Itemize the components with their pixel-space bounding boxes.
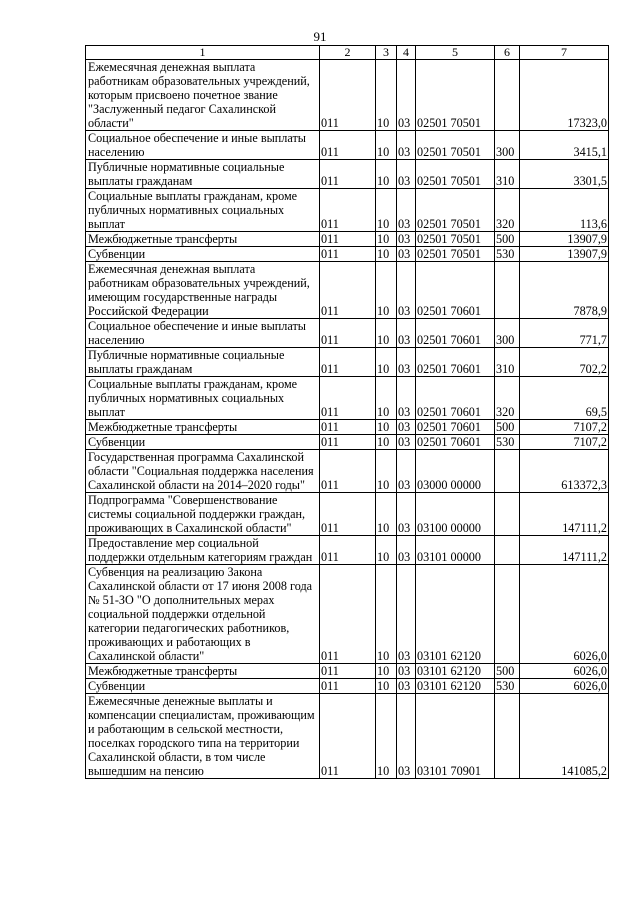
target-article-cell: 02501 70601 <box>416 348 495 377</box>
row-name-cell: Ежемесячные денежные выплаты и компенсации специалистам, проживающим и работающим в сельской местности, поселках городского типа на территории Сахалинской области, в том числе вышедшим на пенсию <box>86 694 320 779</box>
expense-type-cell <box>495 450 520 493</box>
table-row <box>86 679 609 694</box>
header-col-4: 4 <box>397 46 416 60</box>
ministry-code-cell: 011 <box>320 420 376 435</box>
target-article-cell: 03101 62120 <box>416 565 495 664</box>
ministry-code-cell: 011 <box>320 694 376 779</box>
ministry-code-cell: 011 <box>320 160 376 189</box>
section-code-cell: 10 <box>376 377 397 420</box>
header-col-5: 5 <box>416 46 495 60</box>
expense-type-cell: 310 <box>495 160 520 189</box>
subsection-code-cell: 03 <box>397 679 416 694</box>
subsection-code-cell: 03 <box>397 262 416 319</box>
section-code-cell: 10 <box>376 60 397 131</box>
ministry-code-cell: 011 <box>320 189 376 232</box>
subsection-code-cell: 03 <box>397 160 416 189</box>
ministry-code-cell: 011 <box>320 319 376 348</box>
section-code-cell: 10 <box>376 160 397 189</box>
section-code-cell: 10 <box>376 694 397 779</box>
ministry-code-cell: 011 <box>320 493 376 536</box>
expense-type-cell: 500 <box>495 664 520 679</box>
ministry-code-cell: 011 <box>320 348 376 377</box>
expense-type-cell: 320 <box>495 189 520 232</box>
expense-type-cell <box>495 493 520 536</box>
ministry-code-cell: 011 <box>320 435 376 450</box>
expense-type-cell: 320 <box>495 377 520 420</box>
table-row <box>86 247 609 262</box>
table-row <box>86 60 609 131</box>
target-article-cell: 02501 70501 <box>416 247 495 262</box>
subsection-code-cell: 03 <box>397 694 416 779</box>
section-code-cell: 10 <box>376 319 397 348</box>
amount-cell: 7878,9 <box>520 262 609 319</box>
ministry-code-cell: 011 <box>320 377 376 420</box>
subsection-code-cell: 03 <box>397 189 416 232</box>
target-article-cell: 02501 70501 <box>416 60 495 131</box>
row-name-cell: Ежемесячная денежная выплата работникам образовательных учреждений, имеющим государственные награды Российской Федерации <box>86 262 320 319</box>
table-row <box>86 262 609 319</box>
subsection-code-cell: 03 <box>397 348 416 377</box>
row-name-cell: Субвенции <box>86 247 320 262</box>
ministry-code-cell: 011 <box>320 262 376 319</box>
table-row <box>86 435 609 450</box>
section-code-cell: 10 <box>376 262 397 319</box>
ministry-code-cell: 011 <box>320 60 376 131</box>
amount-cell: 13907,9 <box>520 247 609 262</box>
section-code-cell: 10 <box>376 420 397 435</box>
row-name-cell: Субвенции <box>86 435 320 450</box>
target-article-cell: 03101 70901 <box>416 694 495 779</box>
table-row <box>86 348 609 377</box>
amount-cell: 702,2 <box>520 348 609 377</box>
section-code-cell: 10 <box>376 664 397 679</box>
ministry-code-cell: 011 <box>320 232 376 247</box>
amount-cell: 6026,0 <box>520 664 609 679</box>
table-row <box>86 189 609 232</box>
ministry-code-cell: 011 <box>320 565 376 664</box>
section-code-cell: 10 <box>376 565 397 664</box>
expense-type-cell: 530 <box>495 247 520 262</box>
header-col-6: 6 <box>495 46 520 60</box>
target-article-cell: 02501 70601 <box>416 262 495 319</box>
row-name-cell: Межбюджетные трансферты <box>86 420 320 435</box>
target-article-cell: 03000 00000 <box>416 450 495 493</box>
amount-cell: 13907,9 <box>520 232 609 247</box>
table-row <box>86 319 609 348</box>
target-article-cell: 02501 70601 <box>416 319 495 348</box>
amount-cell: 3301,5 <box>520 160 609 189</box>
table-row <box>86 664 609 679</box>
subsection-code-cell: 03 <box>397 664 416 679</box>
target-article-cell: 03101 62120 <box>416 664 495 679</box>
row-name-cell: Публичные нормативные социальные выплаты гражданам <box>86 348 320 377</box>
section-code-cell: 10 <box>376 450 397 493</box>
table-row <box>86 420 609 435</box>
row-name-cell: Государственная программа Сахалинской области "Социальная поддержка населения Сахалинской области на 2014–2020 годы" <box>86 450 320 493</box>
row-name-cell: Ежемесячная денежная выплата работникам образовательных учреждений, которым присвоено почетное звание "Заслуженный педагог Сахалинской области" <box>86 60 320 131</box>
amount-cell: 7107,2 <box>520 420 609 435</box>
subsection-code-cell: 03 <box>397 232 416 247</box>
target-article-cell: 02501 70601 <box>416 435 495 450</box>
table-row <box>86 493 609 536</box>
page-number: 91 <box>313 29 327 44</box>
subsection-code-cell: 03 <box>397 435 416 450</box>
subsection-code-cell: 03 <box>397 60 416 131</box>
expense-type-cell: 500 <box>495 232 520 247</box>
row-name-cell: Публичные нормативные социальные выплаты гражданам <box>86 160 320 189</box>
amount-cell: 6026,0 <box>520 565 609 664</box>
row-name-cell: Межбюджетные трансферты <box>86 232 320 247</box>
table-row <box>86 450 609 493</box>
subsection-code-cell: 03 <box>397 420 416 435</box>
budget-table <box>85 45 609 779</box>
amount-cell: 141085,2 <box>520 694 609 779</box>
table-row <box>86 377 609 420</box>
ministry-code-cell: 011 <box>320 679 376 694</box>
table-row <box>86 232 609 247</box>
amount-cell: 17323,0 <box>520 60 609 131</box>
row-name-cell: Социальные выплаты гражданам, кроме публичных нормативных социальных выплат <box>86 377 320 420</box>
ministry-code-cell: 011 <box>320 247 376 262</box>
subsection-code-cell: 03 <box>397 377 416 420</box>
expense-type-cell <box>495 60 520 131</box>
target-article-cell: 03101 00000 <box>416 536 495 565</box>
amount-cell: 147111,2 <box>520 493 609 536</box>
row-name-cell: Субвенция на реализацию Закона Сахалинской области от 17 июня 2008 года № 51-ЗО "О дополнительных мерах социальной поддержки отдельной категории педагогических работников, проживающих и работающих в Сахалинской области" <box>86 565 320 664</box>
section-code-cell: 10 <box>376 232 397 247</box>
ministry-code-cell: 011 <box>320 131 376 160</box>
expense-type-cell <box>495 536 520 565</box>
amount-cell: 147111,2 <box>520 536 609 565</box>
section-code-cell: 10 <box>376 348 397 377</box>
subsection-code-cell: 03 <box>397 319 416 348</box>
ministry-code-cell: 011 <box>320 450 376 493</box>
amount-cell: 113,6 <box>520 189 609 232</box>
section-code-cell: 10 <box>376 679 397 694</box>
table-row <box>86 565 609 664</box>
header-col-1: 1 <box>86 46 320 60</box>
expense-type-cell <box>495 565 520 664</box>
row-name-cell: Социальные выплаты гражданам, кроме публичных нормативных социальных выплат <box>86 189 320 232</box>
section-code-cell: 10 <box>376 247 397 262</box>
expense-type-cell: 530 <box>495 679 520 694</box>
section-code-cell: 10 <box>376 131 397 160</box>
ministry-code-cell: 011 <box>320 536 376 565</box>
row-name-cell: Подпрограмма "Совершенствование системы социальной поддержки граждан, проживающих в Сахалинской области" <box>86 493 320 536</box>
subsection-code-cell: 03 <box>397 536 416 565</box>
target-article-cell: 02501 70601 <box>416 377 495 420</box>
header-col-7: 7 <box>520 46 609 60</box>
section-code-cell: 10 <box>376 189 397 232</box>
ministry-code-cell: 011 <box>320 664 376 679</box>
target-article-cell: 03100 00000 <box>416 493 495 536</box>
row-name-cell: Предоставление мер социальной поддержки отдельным категориям граждан <box>86 536 320 565</box>
header-row <box>86 46 609 60</box>
target-article-cell: 02501 70501 <box>416 160 495 189</box>
table-row <box>86 131 609 160</box>
subsection-code-cell: 03 <box>397 131 416 160</box>
amount-cell: 613372,3 <box>520 450 609 493</box>
row-name-cell: Межбюджетные трансферты <box>86 664 320 679</box>
header-col-3: 3 <box>376 46 397 60</box>
target-article-cell: 02501 70601 <box>416 420 495 435</box>
amount-cell: 3415,1 <box>520 131 609 160</box>
amount-cell: 6026,0 <box>520 679 609 694</box>
expense-type-cell: 500 <box>495 420 520 435</box>
section-code-cell: 10 <box>376 536 397 565</box>
section-code-cell: 10 <box>376 493 397 536</box>
amount-cell: 7107,2 <box>520 435 609 450</box>
expense-type-cell: 530 <box>495 435 520 450</box>
amount-cell: 69,5 <box>520 377 609 420</box>
subsection-code-cell: 03 <box>397 493 416 536</box>
subsection-code-cell: 03 <box>397 565 416 664</box>
subsection-code-cell: 03 <box>397 247 416 262</box>
expense-type-cell: 300 <box>495 131 520 160</box>
row-name-cell: Социальное обеспечение и иные выплаты населению <box>86 319 320 348</box>
table-row <box>86 160 609 189</box>
amount-cell: 771,7 <box>520 319 609 348</box>
subsection-code-cell: 03 <box>397 450 416 493</box>
expense-type-cell <box>495 262 520 319</box>
table-row <box>86 694 609 779</box>
target-article-cell: 02501 70501 <box>416 189 495 232</box>
target-article-cell: 02501 70501 <box>416 232 495 247</box>
header-col-2: 2 <box>320 46 376 60</box>
table-row <box>86 536 609 565</box>
expense-type-cell <box>495 694 520 779</box>
row-name-cell: Субвенции <box>86 679 320 694</box>
row-name-cell: Социальное обеспечение и иные выплаты населению <box>86 131 320 160</box>
expense-type-cell: 310 <box>495 348 520 377</box>
section-code-cell: 10 <box>376 435 397 450</box>
target-article-cell: 02501 70501 <box>416 131 495 160</box>
target-article-cell: 03101 62120 <box>416 679 495 694</box>
expense-type-cell: 300 <box>495 319 520 348</box>
